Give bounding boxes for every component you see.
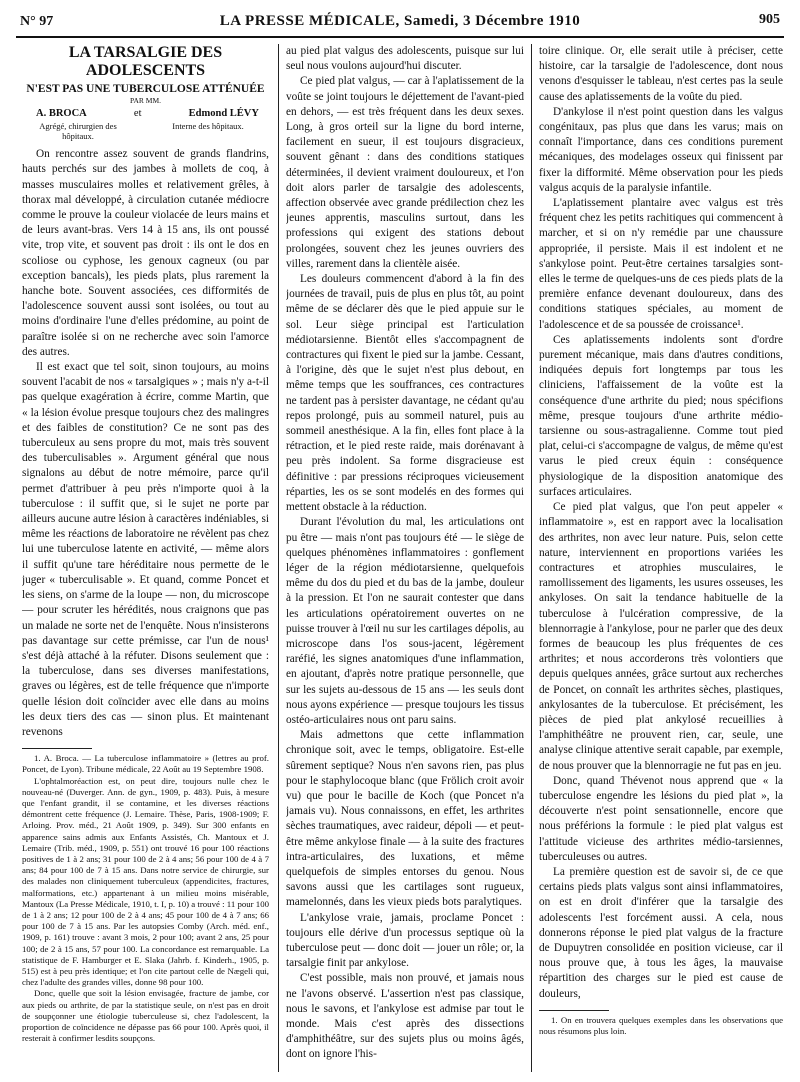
column-separator [278, 44, 279, 1072]
author-levy: Edmond LÉVY [188, 108, 259, 119]
journal-title: LA PRESSE MÉDICALE, Samedi, 3 Décembre 1910 [219, 13, 581, 29]
footnote-rule [22, 748, 92, 749]
footnote: 1. A. Broca. — La tuberculose inflammatoire » (lettres au prof. Poncet, de Lyon). Tribune médicale, 22 Août au 19 Septembre 1908. [22, 753, 269, 775]
paragraph: au pied plat valgus des adolescents, puisque sur lui seul nous voulons aujourd'hui discuter. [286, 45, 524, 73]
column-separator [531, 44, 532, 1072]
paragraph: La première question est de savoir si, de ce que certains pieds plats valgus sont ainsi inflammatoires, on est en droit d'inférer que la tarsalgie des adolescents l'est forcément aussi. A cela, nous donnerons réponse le pied plat valgus de la fracture de Dupuytren consolidée en position vicieuse, car il nous prouve que, à tous les âges, la mauvaise répartition des charges sur le pied est cause de douleurs, [539, 865, 783, 1000]
paragraph: D'ankylose il n'est point question dans les valgus congénitaux, pas plus que dans les varus; mais on connaît l'importance, dans ces conditions purement mécaniques, des modelages osseux qui finissent par fixer la difformité. Même observation pour les pieds valgus acquis de la paralysie infantile. [539, 105, 783, 194]
paragraph: Il est exact que tel soit, sinon toujours, au moins souvent l'acabit de nos « tarsalgiques » ; mais n'y a-t-il pas quelque exagération à écrire, comme Martin, que « la lésion évolue presque toujours chez des malingres et des faibles de constitution? Ce ne sont pas des tuberculeux au sens propre du mot, mais très souvent des tuberculisables ». Argument général que nous signalons au début de notre mémoire, parce qu'il permet d'attribuer à peu près n'importe quoi à la tuberculose : il suffit que, si le sujet ne porte par ailleurs aucune autre lésion à caractères indéniables, si même les réactions de laboratoire ne révèlent pas chez lui une tuberculose latente en activité, — même alors il suffit qu'une tare héréditaire nous permette de le juger « tuberculisable ». Et quand, comme Poncet et les siens, on s'arme de la loupe — non, du microscope — pour scruter les hérédités, nous craignons que pas un malade ne sorte net de l'enquête. Nous n'insisterons pas davantage sur cette prémisse, car l'un de nous¹ s'est déjà attaché à la réfuter. Disons seulement que : la tuberculose, dans ses diverses manifestations, graves ou légères, est de telle fréquence que n'importe quelle lésion doit coïncider avec elle dans au moins les deux tiers des cas — sinon plus. Et maintenant revenons [22, 361, 269, 738]
column-1 [22, 44, 269, 1074]
paragraph: Mais admettons que cette inflammation chronique soit, avec le temps, obligatoire. Est-elle sûrement septique? Nous n'en savons rien, pas plus pour le staphylocoque blanc (que Frölich croit avoir vu) que pour le bacille de Koch (que Poncet n'a jamais vu). Nous connaissons, en effet, les arthrites sèches traumatiques, avec raideur, dépoli — et peut-être même ankylose finale — à la suite des fractures intra-articulaires, des luxations, et même quelquefois de simples entorses du genou. Nous savons aussi que les cartilages sont rugueux, mamelonnés, dans les vieux pieds bots paralytiques. [286, 729, 524, 909]
paragraph: Durant l'évolution du mal, les articulations ont pu être — mais n'ont pas toujours été — le siège de quelques phénomènes inflammatoires : gonflement léger de la région médiotarsienne, quelquefois même du dos du pied et du bas de la jambe, douleur à la pression. Et l'on ne saurait contester que dans les articulations opératoirement ouvertes on ne puisse trouver à l'œil nu sur les cartilages dépolis, au microscope dans l'os sous-jacent, légèrement raréfié, les signes anatomiques d'une inflammation, en ajoutant, d'après notre pratique personnelle, que sur les sujets au-dessous de 15 ans — les seuls dont nous ayons expérience — presque toujours les tissus ostéo-articulaires nous ont paru sains. [286, 516, 524, 726]
column-2 [286, 44, 524, 1074]
paragraph: toire clinique. Or, elle serait utile à préciser, cette histoire, car la tarsalgie de l'adolescence, dont nous venons d'esquisser le tableau, n'est certes pas la seule cause des aplatissements de la voûte du pied. [539, 45, 783, 103]
affiliation-broca: Agrégé, chirurgien des hôpitaux. [39, 121, 117, 142]
authors [22, 106, 269, 121]
paragraph: Donc, quand Thévenot nous apprend que « la tuberculose engendre les lésions du pied plat », la découverte n'est point sensationnelle, encore que nous préférions la formule : le pied plat valgus est l'attitude vicieuse des arthrites médio-tarsiennes, tuberculeuses ou autres. [539, 774, 783, 863]
footnote: 1. On en trouvera quelques exemples dans les observations que nous résumons plus loin. [539, 1014, 783, 1036]
paragraph: On rencontre assez souvent de grands flandrins, hauts perchés sur des jambes à mollets de coq, à masses musculaires molles et relativement grêles, à thorax mal développé, à circulation cutanée médiocre comme le prouve la couleur violacée de leurs mains et de leurs avant-bras. Vers 14 à 15 ans, ils ont poussé vite, trop vite, et souvent pas droit : ils ont le dos en scoliose ou cyphose, les genoux cagneux (ou par exception bancals), les pieds plats, plus rarement la hanche bote. Souvent associées, ces difformités de l'adolescence souvent aussi sont isolées, ou tout au moins d'ordinaire l'une d'elles prédomine, au point de paraître isolée si on ne recherche avec soin l'amorce des autres. [22, 148, 269, 358]
paragraph: Les douleurs commencent d'abord à la fin des journées de travail, puis de plus en plus tôt, au point même de se déclarer dès que le pied appuie sur le sol. Leur siège principal est l'articulation médiotarsienne. Bientôt elles s'accompagnent de contractures qui fixent le pied sur la jambe. Cessant, à l'origine, dès que le sujet n'est plus debout, en même temps que les souffrances, ces contractures ne tardent pas à persister davantage, ne cédant qu'au repos prolongé, puis au sommeil naturel, puis au sommeil anesthésique. A la fin, elles font place à la rétraction, et le pied reste raide, mais dorénavant à peu près indolent. Sa forme disgracieuse est définitive : par pressions réciproques vicieusement réparties, les os se sont modelés en des formes qui mettent obstacle à la réduction. [286, 273, 524, 514]
paragraph: Ce pied plat valgus, que l'on peut appeler « inflammatoire », est en rapport avec la localisation des arthrites, non avec leur nature. Puis, selon cette nature, interviennent en proportions variées les contractures et atrophies musculaires, le ramollissement des ligaments, les usures osseuses, les ankyloses. On sait la tendance habituelle de la tuberculose à l'ulcération compressive, de la blennorragie à l'ankylose, pour ne parler que des deux formes de beaucoup les plus fréquentes de ces arthrites; et nous accorderons très volontiers que depuis quelques années, grâce surtout aux recherches de Poncet, on connaît les arthrites sèches, plastiques, ankylosantes de la tuberculose. Et précisément, les pièces de pied plat ankylosé recueillies à l'amphithéâtre ne prouvent rien, car, seule, une analyse clinique attentive serait capable, par exemple, de nous prouver que la blennorragie ne fut pas en jeu. [539, 501, 783, 772]
article-title: LA TARSALGIE DES ADOLESCENTS [68, 44, 223, 79]
footnote: Donc, quelle que soit la lésion envisagée, fracture de jambe, cor aux pieds ou arthrite, de par la statistique seule, on n'est pas en droit de soupçonner une étiologie tuberculeuse si, chez l'adolescent, la proportion de coïncidence ne dépasse pas 66 pour 100. Après quoi, il resterait à confirmer lesdits soupçons. [22, 988, 269, 1044]
paragraph: Ce pied plat valgus, — car à l'aplatissement de la voûte se joint toujours le déjettement de l'avant-pied en dehors, — est très fréquent dans les deux sexes. Long, à gros orteil sur la ligne du bord interne, facilement en sueur, il est toujours disgracieux, souvent gênant : dans des conditions statiques déterminées, il devient vraiment douloureux, et l'on doit alors parler de tarsalgie des adolescents, affection observée avec grande prédilection chez les jeunes apprentis, masculins surtout, dans les professions qui exigent des stations debout prolongées, souvent chez les jeunes ouvriers des villes, rarement dans la clientèle aisée. [286, 75, 524, 270]
paragraph: L'ankylose vraie, jamais, proclame Poncet : toujours elle dérive d'un processus septique où la tuberculose peut — donc doit — jouer un rôle; or, la tarsalgie finit par ankylose. [286, 911, 524, 970]
author-conjunction: et [133, 108, 142, 119]
page-number: 905 [759, 12, 780, 27]
by-line: PAR MM. [130, 96, 161, 105]
footnote: L'ophtalmoréaction est, on peut dire, toujours nulle chez le nouveau-né (Duverger. Ann. de gyn., 1909, p. 483). Puis, à mesure que l'enfant grandit, il se contamine, et les diverses réactions démontrent cette fréquence (J. Lemaire. Thèse, Paris, 1908-1909; F. Arloing. Prov. méd., 21 Août 1909, p. 349). Sur 300 enfants en apparence sains admis aux Enfants Assistés, Ch. Mantoux et J. Lemaire (Trib. méd., 1909, p. 551) ont trouvé 16 pour 100 réactions positives de 1 à 2 ans; 31 pour 100 de 2 à 4 ans; 56 pour 100 de 4 à 7 ans; 84 pour 100 de 7 à 15 ans. Dans notre service de chirurgie, sur des malades non cliniquement tuberculeux (appendicites, fractures, malformations, etc.) appartenant à un milieu moins misérable, Mantoux (La Presse Médicale, 1910, t. I, p. 10) a trouvé : 11 pour 100 de 1 à 2 ans; 12 pour 100 de 2 à 4 ans; 45 pour 100 de 4 à 7 ans; 66 pour 100 de 7 à 15 ans. Par les autopsies Comby (Arch. méd. enf., 1909, p. 161) trouve : avant 3 mois, 2 pour 100; avant 2 ans, 25 pour 100; de 2 à 15 ans, 57 pour 100. La concordance est remarquable. La statistique de F. Hamburger et E. Slaka (Jahrb. f. Kinderh., 1905, p. 515) est à peu près identique; et l'on cite partout celle de Nægeli qui, chez l'adulte des grandes villes, donne 98 pour 100. [22, 775, 269, 988]
issue-number: N° 97 [20, 14, 54, 29]
column-3 [539, 44, 783, 1074]
paragraph: C'est possible, mais non prouvé, et jamais nous ne l'avons observé. L'assertion n'est pas classique, nous le savons, et l'ankylose est admise par tout le monde. Mais c'est après des dissections d'amphithéâtre, sur des sujets plus ou moins âgés, dont on ignore l'his- [286, 972, 524, 1061]
footnote-rule [539, 1010, 609, 1011]
page-header [16, 10, 784, 32]
header-rule [16, 36, 784, 38]
paragraph: Ces aplatissements indolents sont d'ordre purement mécanique, mais dans d'autres conditions, indiquées depuis fort longtemps par tous les cliniciens, l'affaissement de la voûte est la conséquence d'une arthrite du pied; nous spécifions même, presque toujours d'une arthrite médio-tarsienne ou sous-astragalienne. Comme tout pied plat, celui-ci s'accompagne de valgus, de même qu'est varus le pied creux équin : conséquence physiologique de la disposition anatomique des surfaces articulaires. [539, 333, 783, 498]
author-broca: A. BROCA [36, 108, 87, 119]
paragraph: L'aplatissement plantaire avec valgus est très fréquent chez les petits rachitiques qui commencent à marcher, et si on n'y remédie par une chaussure appropriée, il persiste. Mais il est indolent et ne s'ankylose point. Peut-être certaines tarsalgies sont-elles le terme de quelques-uns de ces pieds plats de la première enfance devenant douloureux, dans des conditions statiques spéciales, au moment de l'adolescence et de sa poussée de croissance¹. [539, 197, 783, 331]
affiliation-levy: Interne des hôpitaux. [172, 121, 244, 132]
article-subtitle: N'EST PAS UNE TUBERCULOSE ATTÉNUÉE [26, 83, 265, 95]
affiliations [22, 121, 269, 141]
